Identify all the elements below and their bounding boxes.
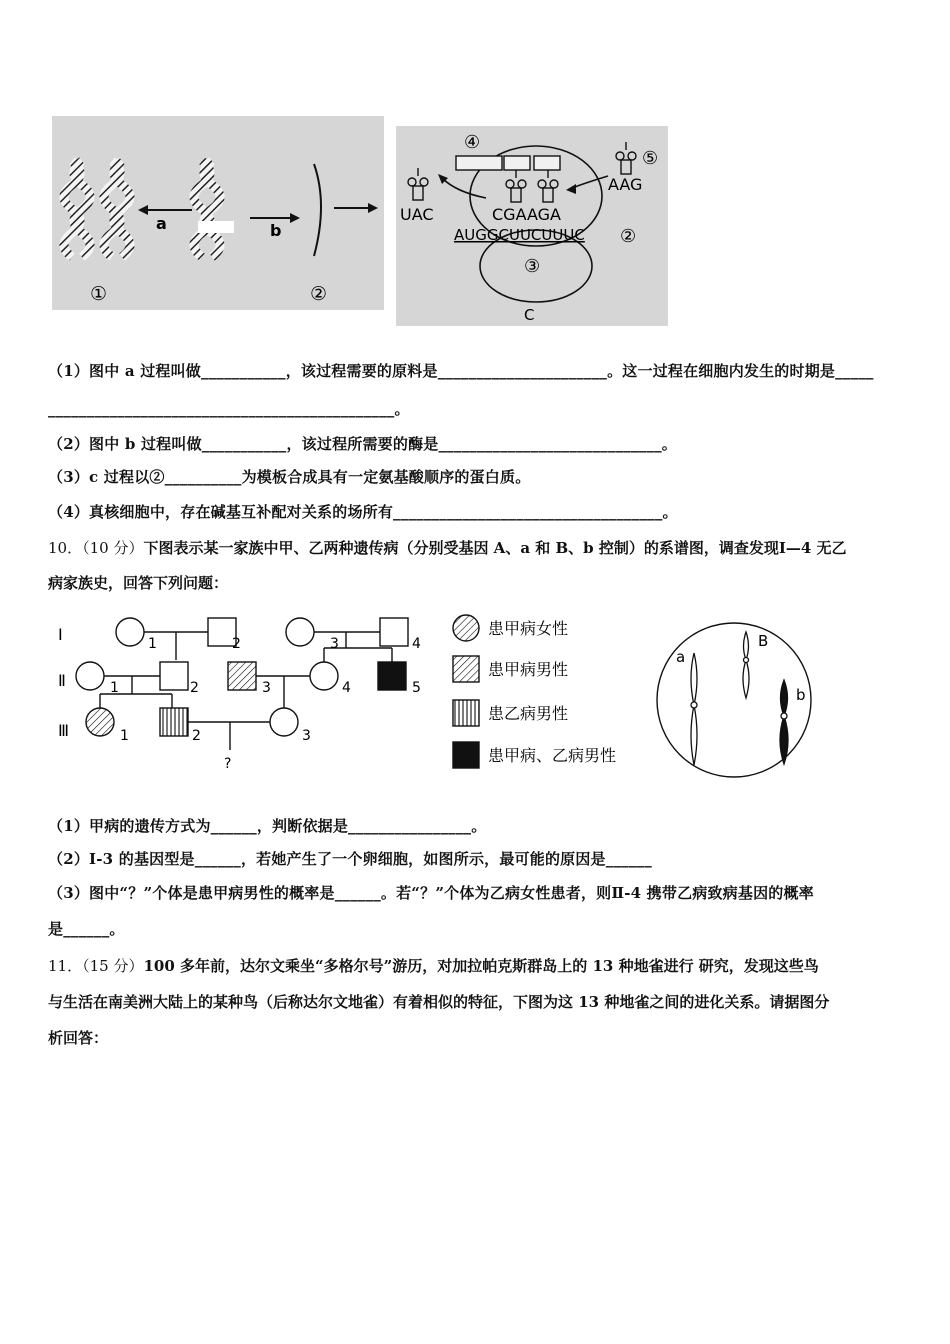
q10-sub-4: 是______。 [48,920,125,938]
white-patch [198,221,234,233]
person-I-1 [116,618,144,646]
person-III-3 [270,708,298,736]
q9-line-4: （3）c 过程以②__________为模板合成具有一定氨基酸顺序的蛋白质。 [48,468,531,486]
legend-male-disease-a-icon [453,656,479,682]
egg-cell-diagram [654,618,814,782]
label-b: b [270,221,282,240]
q10-sub-2: （2）Ⅰ-3 的基因型是______，若她产生了一个卵细胞，如图所示，最可能的原因是______ [48,850,652,868]
q10-score: （10 分） [82,539,144,557]
person-I-3 [286,618,314,646]
anticodons: CGAAGA [492,205,561,224]
codon-uac: UAC [400,205,434,224]
legend-male-both-icon [453,742,479,768]
person-I-1-number: 1 [148,636,157,652]
q9-line-2: _____________________________________________。 [48,400,410,418]
unknown-child: ? [224,756,232,772]
person-III-1-number: 1 [120,728,129,744]
amino-acid-box [456,156,502,170]
chromosome-a-label: a [676,648,686,666]
q9-line-5: （4）真核细胞中，存在碱基互补配对关系的场所有___________________________________。 [48,503,678,521]
chromosome-B-label: B [758,632,769,650]
person-II-4-number: 4 [342,680,351,696]
pedigree-chart [50,610,640,780]
legend-male-both: 患甲病、乙病男性 [488,746,617,765]
person-III-2 [160,708,188,736]
person-II-3-number: 3 [262,680,271,696]
legend-female-disease-a-icon [453,615,479,641]
legend-female-disease-a: 患甲病女性 [488,619,569,638]
q11-line-3 [48,1027,108,1048]
mrna-sequence: AUGGCUUCUUUC [454,226,585,244]
legend-male-disease-b-icon [453,700,479,726]
q10-sub-1: （1）甲病的遗传方式为______，判断依据是________________。 [48,817,487,835]
person-I-4 [380,618,408,646]
q11-text-1: 100 多年前，达尔文乘坐“多格尔号”游历，对加拉帕克斯群岛上的 13 种地雀进行 研究，发现这些鸟 [143,957,819,975]
person-II-3 [228,662,256,690]
label-circle-1: ① [90,283,108,305]
q10-intro-line-1 [48,537,847,558]
q9-line-1: （1）图中 a 过程叫做___________，该过程需要的原料是______________________。这一过程在细胞内发生的时期是_____ [48,362,874,380]
label-circle-2b: ② [620,226,637,247]
label-a: a [156,214,167,233]
figure-translation-panel [396,126,668,326]
legend-male-disease-a: 患甲病男性 [488,660,569,679]
person-II-1 [76,662,104,690]
person-III-1 [86,708,114,736]
label-circle-2: ② [310,283,328,305]
q11-score: （15 分） [82,957,144,975]
chromosome-b-label: b [796,686,806,704]
q10-text-1: 下图表示某一家族中甲、乙两种遗传病（分别受基因 A、a 和 B、b 控制）的系谱图，调查发现Ⅰ—4 无乙 [143,539,847,557]
person-II-2-number: 2 [190,680,199,696]
label-circle-3: ③ [524,256,541,277]
q11-text-2: 与生活在南美洲大陆上的某种鸟（后称达尔文地雀）有着相似的特征，下图为这 13 种地雀之间的进化关系。请据图分 [48,993,830,1011]
person-II-5-number: 5 [412,680,421,696]
q10-sub-3: （3）图中“？”个体是患甲病男性的概率是______。若“？”个体为乙病女性患者，则Ⅱ-4 携带乙病致病基因的概率 [48,884,814,902]
person-II-2 [160,662,188,690]
q11-number: 11． [48,957,83,975]
label-circle-5: ⑤ [642,148,659,169]
q10-intro-line-2 [48,572,228,593]
person-I-4-number: 4 [412,636,421,652]
q11-text-3: 析回答： [48,1029,109,1047]
q10-number: 10． [48,539,83,557]
person-II-5 [378,662,406,690]
q9-line-3: （2）图中 b 过程叫做___________，该过程所需要的酶是_____________________________。 [48,435,677,453]
person-I-3-number: 3 [330,636,339,652]
person-III-2-number: 2 [192,728,201,744]
label-c: C [524,306,535,324]
person-I-2-number: 2 [232,636,241,652]
panel-background [52,116,384,310]
generation-3-label: Ⅲ [58,721,70,740]
label-circle-4: ④ [464,132,481,153]
q10-text-2: 病家族史，回答下列问题： [48,574,229,592]
generation-2-label: Ⅱ [58,671,66,690]
amino-acid-box [534,156,560,170]
person-II-4 [310,662,338,690]
legend-male-disease-b: 患乙病男性 [488,704,569,723]
person-II-1-number: 1 [110,680,119,696]
amino-acid-box [504,156,530,170]
person-III-3-number: 3 [302,728,311,744]
generation-1-label: Ⅰ [58,625,63,644]
q11-line-1 [48,955,819,976]
figure-dna-panel [52,116,384,310]
q11-line-2 [48,991,829,1012]
codon-aag: AAG [608,175,643,194]
